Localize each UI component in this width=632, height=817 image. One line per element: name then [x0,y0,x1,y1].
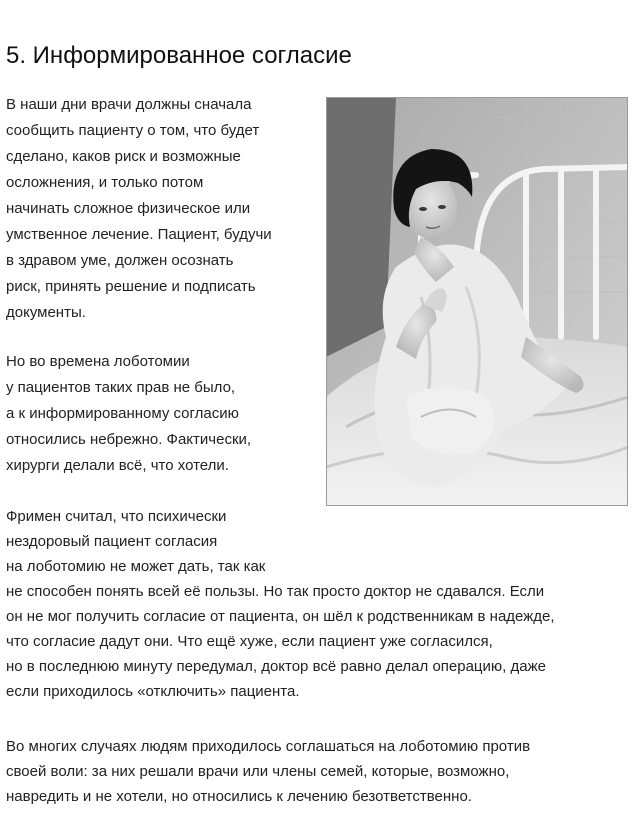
text-line: сообщить пациенту о том, что будет [6,122,260,139]
text-line: начинать сложное физическое или [6,200,251,217]
text-line: что согласие дадут они. Что ещё хуже, если пациент уже согласился, [6,633,493,650]
text-line: если приходилось «отключить» пациента. [6,683,300,700]
text-line: В наши дни врачи должны сначала [6,96,252,113]
text-line: в здравом уме, должен осознать [6,252,234,269]
text-line: Фримен считал, что психически [6,508,227,525]
text-line: хирурги делали всё, что хотели. [6,457,229,474]
text-line: осложнения, и только потом [6,174,204,191]
text-line: навредить и не хотели, но относились к лечению безответственно. [6,788,472,805]
text-line: на лоботомию не может дать, так как [6,558,266,575]
text-line: но в последнюю минуту передумал, доктор всё равно делал операцию, даже [6,658,546,675]
text-line: относились небрежно. Фактически, [6,431,252,448]
text-line: а к информированному согласию [6,405,239,422]
text-line: Но во времена лоботомии [6,353,190,370]
text-line: он не мог получить согласие от пациента, он шёл к родственникам в надежде, [6,608,555,625]
text-line: у пациентов таких прав не было, [6,379,236,396]
text-line: риск, принять решение и подписать [6,278,256,295]
text-line: своей воли: за них решали врачи или члены семей, которые, возможно, [6,763,510,780]
patient-photo-illustration [326,97,628,506]
text-line: не способен понять всей её пользы. Но так просто доктор не сдавался. Если [6,583,545,600]
text-line: умственное лечение. Пациент, будучи [6,226,272,243]
text-line: Во многих случаях людям приходилось соглашаться на лоботомию против [6,738,531,755]
text-line: документы. [6,304,86,321]
article-title: 5. Информированное согласие [6,42,352,69]
text-line: сделано, каков риск и возможные [6,148,241,165]
text-line: нездоровый пациент согласия [6,533,218,550]
article-photo [326,97,628,506]
